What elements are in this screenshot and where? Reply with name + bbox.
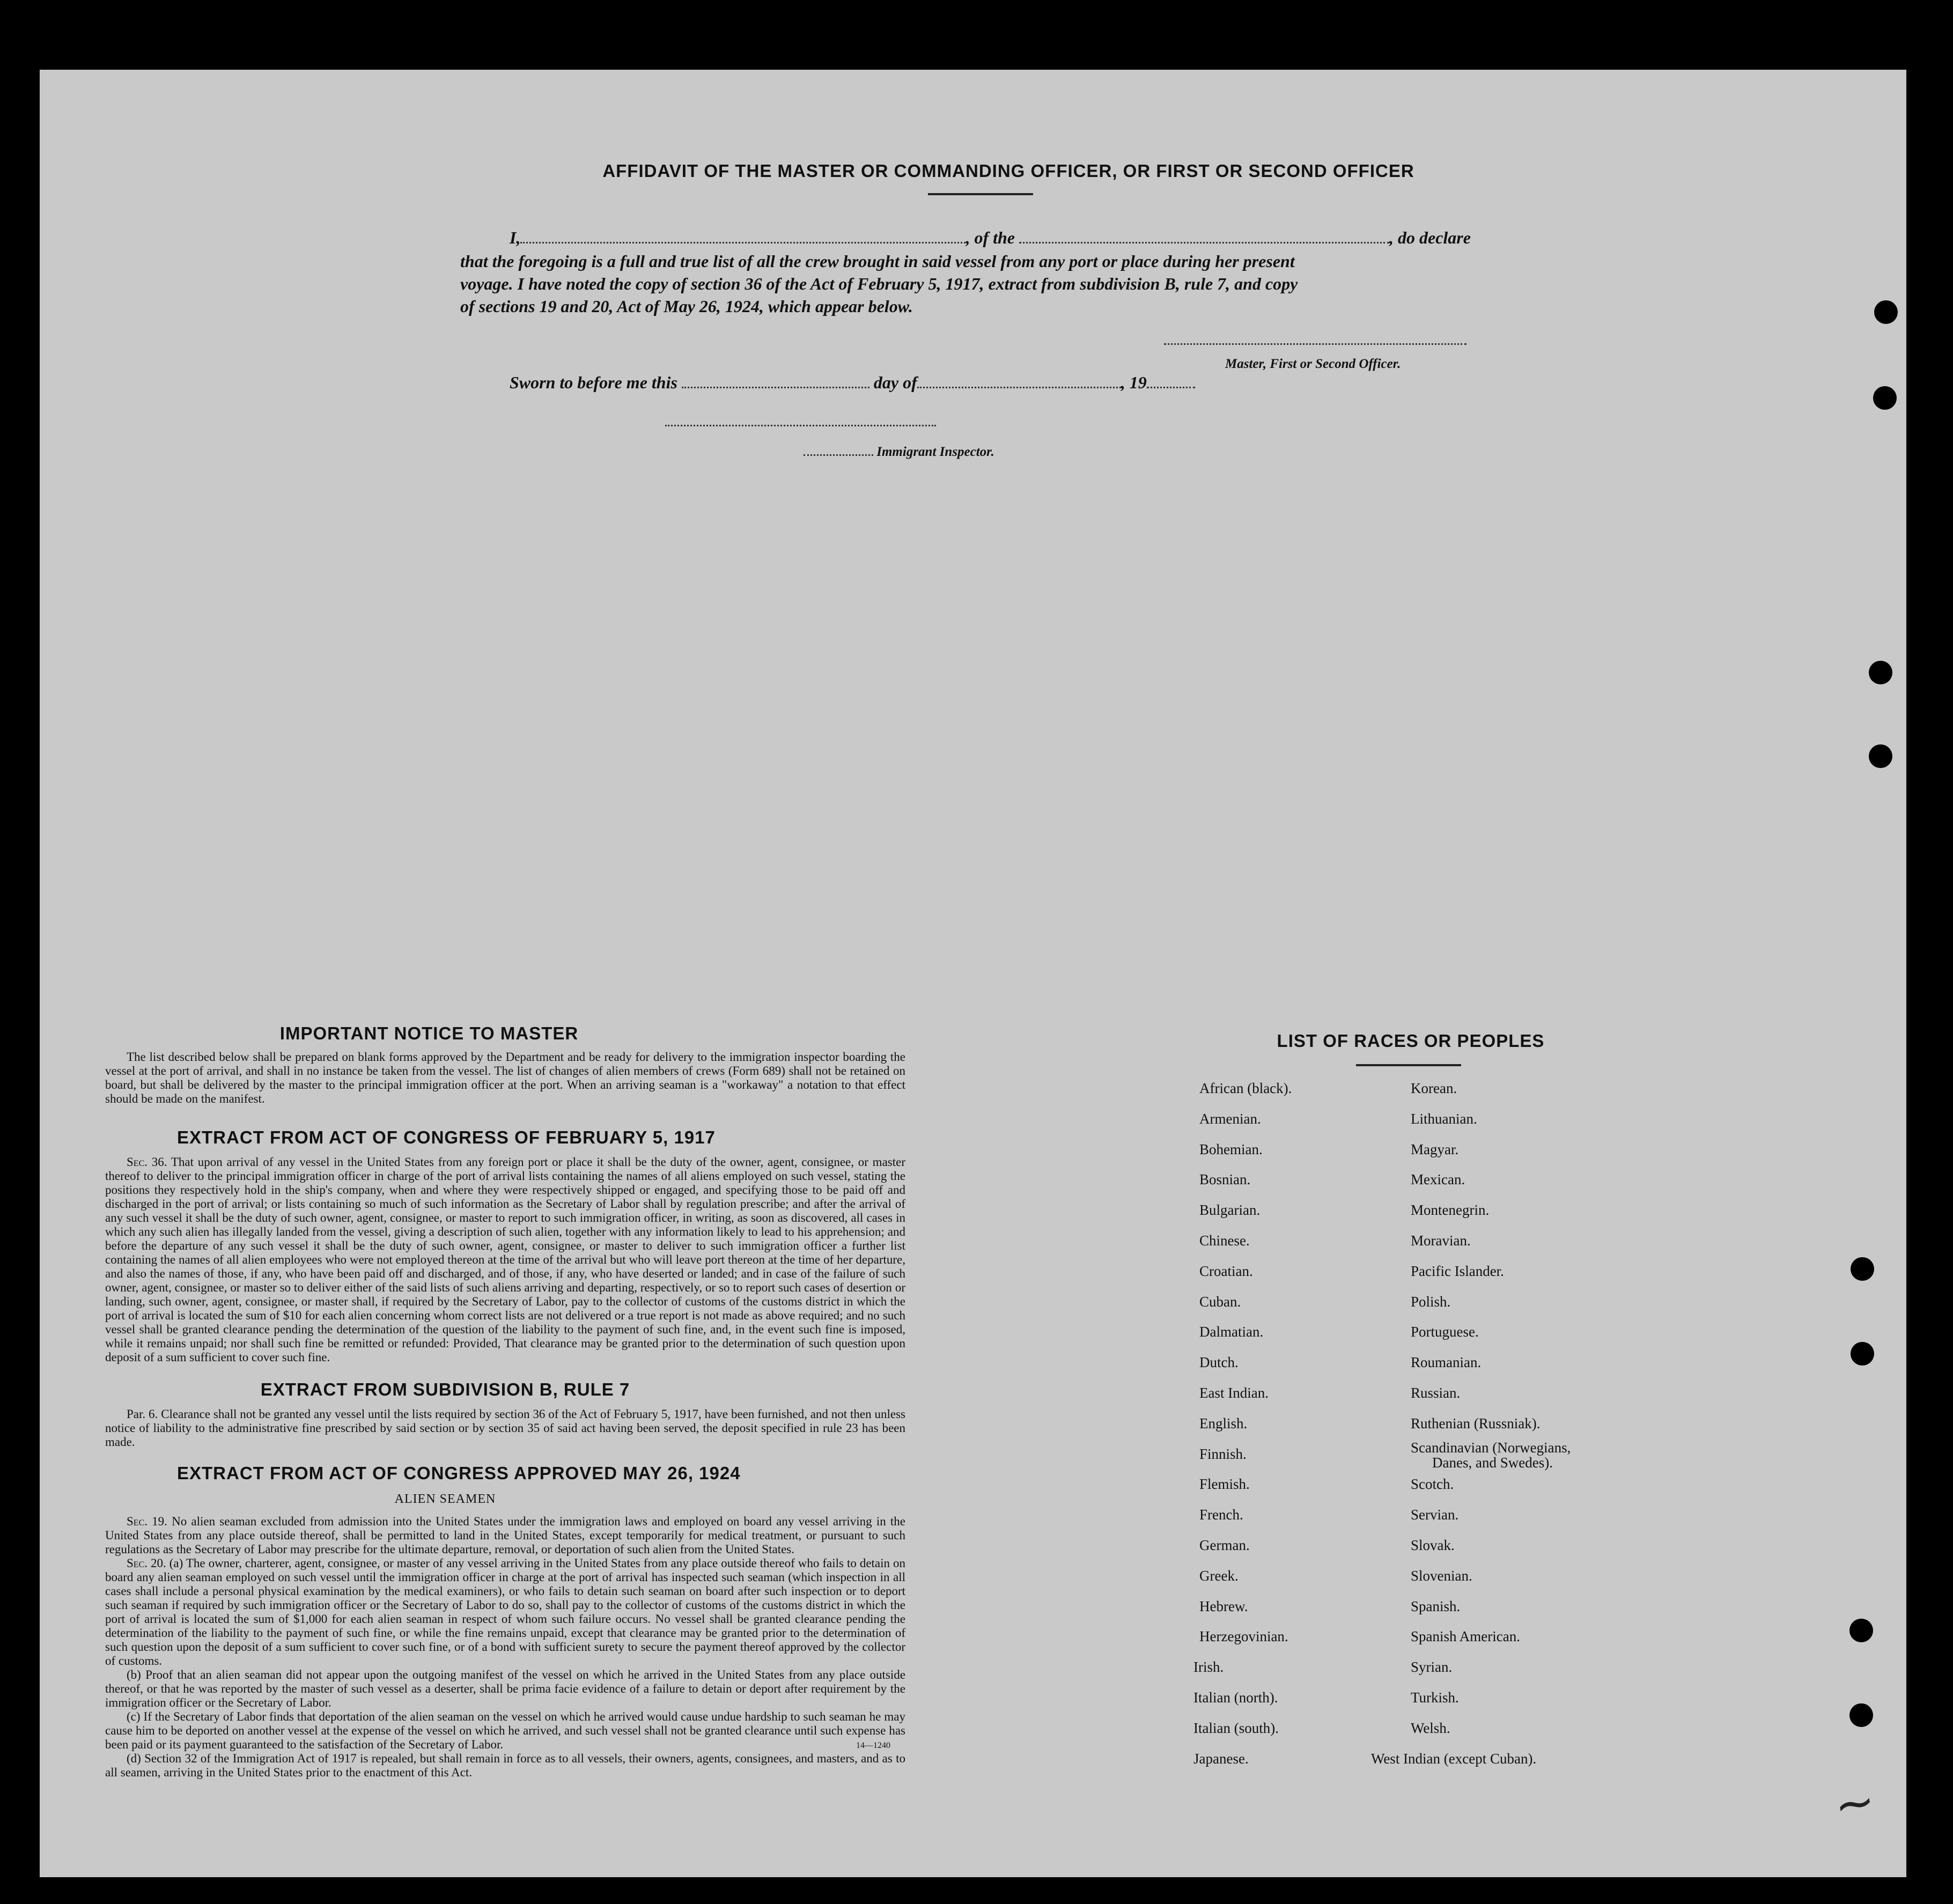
sec20c-paragraph: (c) If the Secretary of Labor finds that deportation of the alien seaman on the vessel on which he arrived would cause undue hardship to such seaman he may cause him to be deported on another vessel at the expense of the vessel on which he arrived, and such vessel shall not be granted clearance until such expense has been paid or its payment guaranteed to the satisfaction of the Secretary of Labor. <box>105 1710 905 1751</box>
master-signature-line <box>1164 343 1466 345</box>
race-item: Lithuanian. <box>1411 1110 1477 1127</box>
punch-hole <box>1874 300 1898 324</box>
sec36-label: Sec. 36. <box>127 1155 167 1169</box>
race-item: Bulgarian. <box>1199 1202 1261 1219</box>
race-item: Welsh. <box>1411 1719 1450 1736</box>
punch-hole <box>1873 386 1897 410</box>
punch-hole <box>1869 744 1892 768</box>
race-item: East Indian. <box>1199 1385 1269 1401</box>
race-item: Polish. <box>1411 1293 1451 1310</box>
race-item: Magyar. <box>1411 1141 1459 1157</box>
affidavit-declare: , do declare <box>1389 228 1471 247</box>
race-item: German. <box>1199 1537 1250 1553</box>
race-item: Moravian. <box>1411 1233 1471 1249</box>
punch-hole <box>1849 1619 1873 1642</box>
race-item: Bosnian. <box>1199 1171 1251 1188</box>
punch-hole <box>1869 661 1892 684</box>
extract-1917-text <box>105 1155 905 1364</box>
vessel-blank <box>1019 242 1389 243</box>
sworn-line <box>510 371 1195 394</box>
month-blank <box>917 387 1121 388</box>
punch-hole <box>1851 1342 1874 1366</box>
sec19-label: Sec. 19. <box>127 1515 167 1528</box>
sec20b-paragraph: (b) Proof that an alien seaman did not appear upon the outgoing manifest of the vessel on which he arrived in the United States from any place outside thereof, or that he was reported by the master of such vessel as a deserter, shall be prima facie evidence of a failure to detain or deport after requirement by the immigration officer or the Secretary of Labor. <box>105 1668 905 1709</box>
master-signature-label: Master, First or Second Officer. <box>1225 357 1401 371</box>
race-item: Italian (south). <box>1193 1719 1279 1736</box>
title-rule <box>928 193 1033 195</box>
race-item: Turkish. <box>1411 1689 1459 1706</box>
race-item: Italian (north). <box>1193 1689 1278 1706</box>
sec36-text: That upon arrival of any vessel in the United States from any foreign port or place it shall be the duty of the owner, agent, consignee, or master thereof to deliver to the principal immigration officer in charge of the port of arrival lists containing the names of all aliens employed on such vessel, stating the positions they respectively hold in the ship's company, when and where they were respectively shipped or engaged, and specifying those to be paid off and discharged in the port of arrival; or lists containing so much of such information as the Secretary of Labor shall by regulation prescribe; and after the arrival of any such vessel it shall be the duty of such owner, agent, consignee, or master to report to such immigration officer, in writing, as soon as discovered, all cases in which any such alien has illegally landed from the vessel, giving a description of such alien, together with any information likely to lead to his apprehension; and before the departure of any such vessel it shall be the duty of such owner, agent, consignee, or master to deliver to such immigration officer a further list containing the names of all alien employees who were not employed thereon at the time of the arrival but who will leave port thereon at the time of her departure, and also the names of those, if any, who have been paid off and discharged, and of those, if any, who have deserted or landed; and in case of the failure of such owner, agent, consignee, or master so to deliver either of the said lists of such aliens arriving and departing, respectively, or so to report such cases of desertion or landing, such owner, agent, consignee, or master shall, if required by the Secretary of Labor, pay to the collector of customs of the customs district in which the port of arrival is located the sum of $10 for each alien concerning whom correct lists are not delivered or a true report is not made as above required; and no such vessel shall be granted clearance pending the determination of the question of the liability to the payment of such fine, and, in the event such fine is imposed, while it remains unpaid; nor shall such fine be remitted or refunded: Provided, That clearance may be granted prior to the determination of such question upon deposit of a sum sufficient to cover such fine. <box>105 1155 905 1364</box>
handwritten-mark: ~ <box>1830 1772 1880 1835</box>
affidavit-title: AFFIDAVIT OF THE MASTER OR COMMANDING OFFICER, OR FIRST OR SECOND OFFICER <box>602 161 1414 181</box>
sec36-paragraph <box>105 1155 905 1364</box>
race-item: Portuguese. <box>1411 1324 1479 1340</box>
rule7-paragraph: Par. 6. Clearance shall not be granted any vessel until the lists required by section 36 of the Act of February 5, 1917, have been furnished, and not then unless notice of liability to the administrative fine prescribed by said section or by section 35 of said act having been served, the deposit specified in rule 23 has been made. <box>105 1407 905 1449</box>
rule7-title: EXTRACT FROM SUBDIVISION B, RULE 7 <box>260 1379 630 1399</box>
affidavit-line-1 <box>510 226 1471 249</box>
race-item: West Indian (except Cuban). <box>1371 1750 1537 1767</box>
race-item: Dalmatian. <box>1199 1324 1264 1340</box>
race-item: English. <box>1199 1415 1248 1431</box>
inspector-dots <box>804 454 873 456</box>
race-item: French. <box>1199 1507 1243 1523</box>
race-item: Armenian. <box>1199 1110 1261 1127</box>
extract-1924-title: EXTRACT FROM ACT OF CONGRESS APPROVED MAY 26, 1924 <box>177 1463 741 1483</box>
race-item: Flemish. <box>1199 1476 1250 1493</box>
race-item: Scandinavian (Norwegians, <box>1411 1439 1571 1456</box>
affidavit-of: , of the <box>966 228 1015 247</box>
race-item: Roumanian. <box>1411 1354 1482 1371</box>
affidavit-line-2: that the foregoing is a full and true list of all the crew brought in said vessel from any port or place during her present <box>460 252 1295 271</box>
year-text: , 19 <box>1121 373 1147 392</box>
race-item: African (black). <box>1199 1080 1292 1096</box>
sworn-text: Sworn to before me this <box>510 373 677 392</box>
race-item: Ruthenian (Russniak). <box>1411 1415 1541 1431</box>
extract-1917-title: EXTRACT FROM ACT OF CONGRESS OF FEBRUARY 5, 1917 <box>177 1127 716 1147</box>
affidavit-i: I, <box>510 228 521 247</box>
alien-seamen-subtitle: ALIEN SEAMEN <box>394 1492 496 1506</box>
race-item: Irish. <box>1193 1659 1224 1676</box>
race-item: Russian. <box>1411 1385 1461 1401</box>
punch-hole <box>1851 1257 1874 1281</box>
form-number: 14—1240 <box>856 1741 890 1750</box>
race-item: Syrian. <box>1411 1659 1453 1676</box>
day-blank <box>682 387 869 388</box>
name-blank <box>520 242 966 243</box>
inspector-line <box>804 441 994 463</box>
sec19-text: No alien seaman excluded from admission into the United States under the immigration laws and employed on board any vessel arriving in the United States from any place outside thereof, shall be permitted to land in the United States, except temporarily for medical treatment, or pursuant to such regulations as the Secretary of Labor may prescribe for the ultimate departure, removal, or deportation of such alien from the United States. <box>105 1515 906 1556</box>
year-blank <box>1147 387 1195 388</box>
race-item: Spanish. <box>1411 1598 1461 1614</box>
races-title: LIST OF RACES OR PEOPLES <box>1277 1031 1545 1051</box>
race-item: Herzegovinian. <box>1199 1628 1288 1645</box>
sec20a-text: (a) The owner, charterer, agent, consignee, or master of any vessel arriving in the United States from any place outside thereof who fails to detain on board any alien seaman employed on such vessel until the immigration officer in charge at the port of arrival has inspected such seaman (which inspection in all cases shall include a personal physical examination by the medical examiners), or who fails to detain such seaman on board after such inspection or to deport such seaman if required by such immigration officer or the Secretary of Labor to do so, shall pay to the collector of customs of the customs district in which the port of arrival is located the sum of $1,000 for each alien seaman in respect of whom such failure occurs. No vessel shall be granted clearance pending the determination of the liability to the payment of such fine, or while the fine remains unpaid, except that clearance may be granted prior to the determination of such question upon the deposit of a sum sufficient to cover such fine, or of a bond with sufficient surety to secure the payment thereof approved by the collector of customs. <box>105 1556 906 1667</box>
race-item: Bohemian. <box>1199 1141 1263 1157</box>
race-item: Chinese. <box>1199 1233 1250 1249</box>
affidavit-line-3: voyage. I have noted the copy of section 36 of the Act of February 5, 1917, extract from subdivision B, rule 7, and copy <box>460 274 1298 293</box>
race-item: Cuban. <box>1199 1293 1241 1310</box>
race-item: Pacific Islander. <box>1411 1263 1504 1279</box>
race-item: Greek. <box>1199 1567 1239 1584</box>
race-item: Finnish. <box>1199 1445 1247 1462</box>
races-rule <box>1356 1064 1461 1066</box>
punch-hole <box>1849 1703 1873 1727</box>
extract-1924-text <box>105 1515 905 1780</box>
race-item: Dutch. <box>1199 1354 1239 1371</box>
sec20d-paragraph: (d) Section 32 of the Immigration Act of 1917 is repealed, but shall remain in force as to all vessels, their owners, agents, consignees, and masters, and as to all seamen, arriving in the United States prior to the enactment of this Act. <box>105 1752 905 1779</box>
notice-title: IMPORTANT NOTICE TO MASTER <box>279 1023 579 1043</box>
race-item: Servian. <box>1411 1507 1459 1523</box>
sec20-label: Sec. 20. <box>127 1556 166 1570</box>
race-item: Danes, and Swedes). <box>1432 1454 1553 1471</box>
race-item: Korean. <box>1411 1080 1457 1096</box>
race-item: Scotch. <box>1411 1476 1454 1493</box>
race-item: Slovak. <box>1411 1537 1455 1553</box>
race-item: Mexican. <box>1411 1171 1465 1188</box>
sec19-paragraph <box>105 1515 905 1556</box>
sec20a-paragraph <box>105 1556 905 1668</box>
inspector-label: Immigrant Inspector. <box>876 445 994 459</box>
notice-text <box>105 1050 905 1106</box>
race-item: Hebrew. <box>1199 1598 1248 1614</box>
rule7-text <box>105 1407 905 1449</box>
affidavit-line-4: of sections 19 and 20, Act of May 26, 1924, which appear below. <box>460 297 913 316</box>
race-item: Montenegrin. <box>1411 1202 1490 1219</box>
notice-paragraph: The list described below shall be prepared on blank forms approved by the Department and be ready for delivery to the immigration inspector boarding the vessel at the port of arrival, and shall in no instance be taken from the vessel. The list of changes of alien members of crews (Form 689) shall not be retained on board, but shall be delivered by the master to the principal immigration officer at the port. When an arriving seaman is a "workaway" a notation to that effect should be made on the manifest. <box>105 1050 905 1105</box>
race-item: Spanish American. <box>1411 1628 1520 1645</box>
day-of-text: day of <box>873 373 917 392</box>
inspector-signature-line <box>665 425 936 426</box>
race-item: Croatian. <box>1199 1263 1253 1279</box>
race-item: Slovenian. <box>1411 1567 1472 1584</box>
race-item: Japanese. <box>1193 1750 1249 1767</box>
